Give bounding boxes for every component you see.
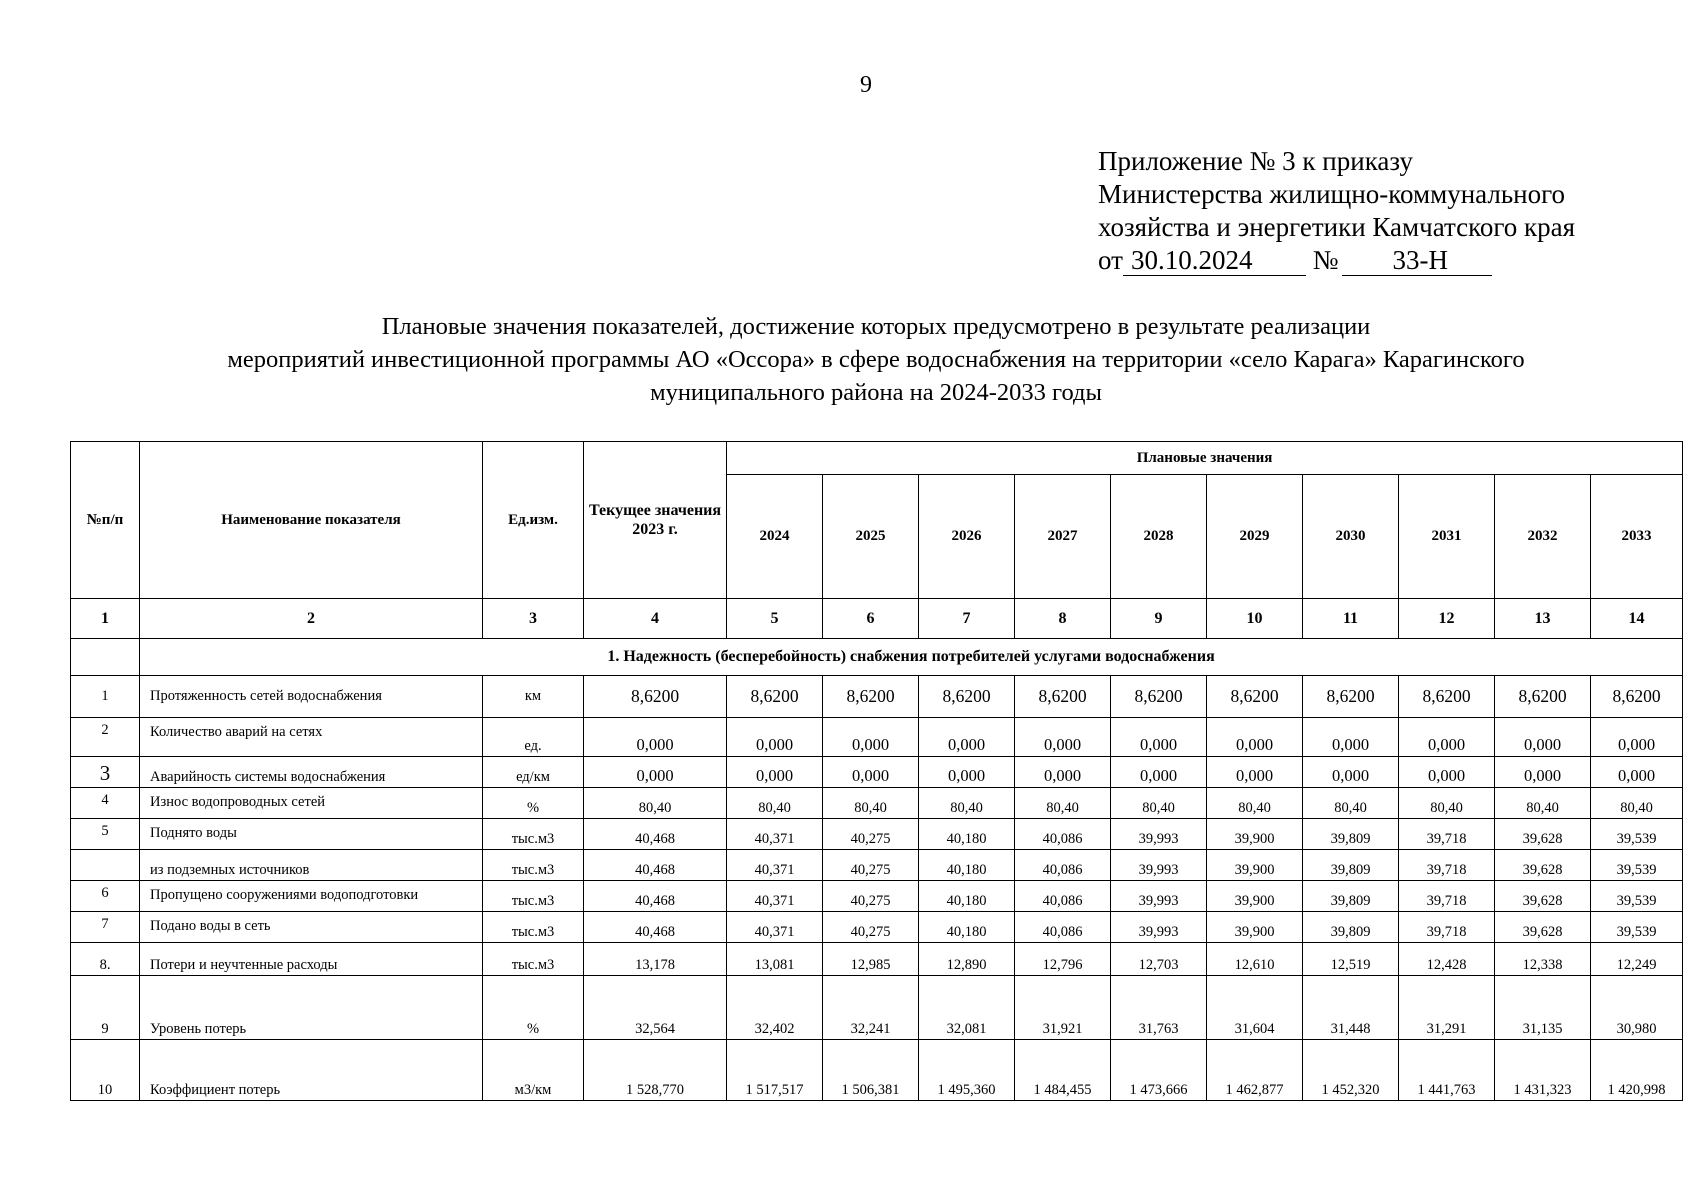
row-value: 0,000 xyxy=(584,757,727,788)
header-planned: Плановые значения xyxy=(727,442,1683,475)
row-value: 40,180 xyxy=(919,850,1015,881)
row-index: 3 xyxy=(71,757,140,788)
row-value: 0,000 xyxy=(1207,757,1303,788)
row-value: 0,000 xyxy=(1015,757,1111,788)
page-number: 9 xyxy=(860,72,872,98)
row-value: 30,980 xyxy=(1591,976,1683,1040)
row-index: 4 xyxy=(71,788,140,819)
row-value: 80,40 xyxy=(1111,788,1207,819)
row-value: 8,6200 xyxy=(1015,676,1111,718)
row-value: 31,604 xyxy=(1207,976,1303,1040)
row-unit: тыс.м3 xyxy=(483,881,584,912)
appendix-line: Приложение № 3 к приказу xyxy=(1098,146,1413,176)
row-name: Подано воды в сеть xyxy=(140,912,483,943)
header-year: 2032 xyxy=(1495,475,1591,599)
column-number: 6 xyxy=(823,599,919,639)
table-row xyxy=(71,976,1683,1040)
row-unit: ед. xyxy=(483,718,584,757)
row-value: 12,890 xyxy=(919,943,1015,976)
row-unit: км xyxy=(483,676,584,718)
row-value: 39,718 xyxy=(1399,819,1495,850)
row-value: 12,985 xyxy=(823,943,919,976)
row-value: 32,402 xyxy=(727,976,823,1040)
row-value: 0,000 xyxy=(919,718,1015,757)
row-name: Коэффициент потерь xyxy=(140,1040,483,1101)
order-date-line xyxy=(1098,244,1575,277)
row-value: 80,40 xyxy=(1207,788,1303,819)
row-value: 39,718 xyxy=(1399,912,1495,943)
row-value: 0,000 xyxy=(823,757,919,788)
row-name: из подземных источников xyxy=(140,850,483,881)
row-index: 8. xyxy=(71,943,140,976)
row-value: 39,539 xyxy=(1591,912,1683,943)
row-value: 8,6200 xyxy=(823,676,919,718)
row-value: 1 473,666 xyxy=(1111,1040,1207,1101)
table-row xyxy=(71,1040,1683,1101)
row-name: Потери и неучтенные расходы xyxy=(140,943,483,976)
row-value: 39,900 xyxy=(1207,912,1303,943)
header-name: Наименование показателя xyxy=(140,442,483,599)
row-value: 8,6200 xyxy=(1591,676,1683,718)
row-value: 39,993 xyxy=(1111,819,1207,850)
row-index: 7 xyxy=(71,912,140,943)
row-value: 1 420,998 xyxy=(1591,1040,1683,1101)
header-year: 2030 xyxy=(1303,475,1399,599)
row-value: 8,6200 xyxy=(1303,676,1399,718)
section-blank-cell xyxy=(71,639,140,676)
row-value: 40,275 xyxy=(823,819,919,850)
header-year: 2025 xyxy=(823,475,919,599)
row-value: 40,371 xyxy=(727,819,823,850)
row-value: 8,6200 xyxy=(1111,676,1207,718)
row-value: 39,900 xyxy=(1207,881,1303,912)
row-value: 0,000 xyxy=(1495,757,1591,788)
table-body xyxy=(71,676,1683,1101)
row-value: 39,539 xyxy=(1591,881,1683,912)
row-unit: м3/км xyxy=(483,1040,584,1101)
row-value: 80,40 xyxy=(727,788,823,819)
row-value: 0,000 xyxy=(1399,718,1495,757)
row-name: Протяженность сетей водоснабжения xyxy=(140,676,483,718)
row-value: 39,539 xyxy=(1591,819,1683,850)
row-value: 80,40 xyxy=(823,788,919,819)
column-number: 10 xyxy=(1207,599,1303,639)
row-value: 0,000 xyxy=(1303,718,1399,757)
row-value: 40,468 xyxy=(584,850,727,881)
table-row xyxy=(71,850,1683,881)
row-value: 31,763 xyxy=(1111,976,1207,1040)
row-index: 5 xyxy=(71,819,140,850)
row-value: 39,718 xyxy=(1399,850,1495,881)
column-number: 8 xyxy=(1015,599,1111,639)
row-value: 39,900 xyxy=(1207,819,1303,850)
row-index: 10 xyxy=(71,1040,140,1101)
row-value: 0,000 xyxy=(1495,718,1591,757)
row-value: 39,809 xyxy=(1303,912,1399,943)
row-value: 12,796 xyxy=(1015,943,1111,976)
header-current: Текущее значения 2023 г. xyxy=(584,442,727,599)
header-year: 2027 xyxy=(1015,475,1111,599)
row-value: 80,40 xyxy=(1303,788,1399,819)
row-value: 40,180 xyxy=(919,819,1015,850)
table-row xyxy=(71,912,1683,943)
row-value: 31,448 xyxy=(1303,976,1399,1040)
table-row xyxy=(71,757,1683,788)
row-value: 31,135 xyxy=(1495,976,1591,1040)
row-value: 1 462,877 xyxy=(1207,1040,1303,1101)
row-name: Износ водопроводных сетей xyxy=(140,788,483,819)
column-numbers-row xyxy=(71,599,1683,639)
row-value: 40,371 xyxy=(727,912,823,943)
column-number: 1 xyxy=(71,599,140,639)
row-index: 1 xyxy=(71,676,140,718)
row-name: Аварийность системы водоснабжения xyxy=(140,757,483,788)
row-value: 40,275 xyxy=(823,850,919,881)
row-value: 12,249 xyxy=(1591,943,1683,976)
row-value: 8,6200 xyxy=(727,676,823,718)
row-name: Уровень потерь xyxy=(140,976,483,1040)
row-value: 8,6200 xyxy=(584,676,727,718)
row-value: 80,40 xyxy=(1399,788,1495,819)
document-title xyxy=(70,310,1682,409)
row-value: 39,718 xyxy=(1399,881,1495,912)
row-value: 40,086 xyxy=(1015,912,1111,943)
header-index: №п/п xyxy=(71,442,140,599)
row-value: 39,993 xyxy=(1111,850,1207,881)
row-value: 1 441,763 xyxy=(1399,1040,1495,1101)
row-value: 1 452,320 xyxy=(1303,1040,1399,1101)
row-value: 80,40 xyxy=(919,788,1015,819)
section-title: 1. Надежность (бесперебойность) снабжения потребителей услугами водоснабжения xyxy=(140,639,1683,676)
row-unit: ед/км xyxy=(483,757,584,788)
row-value: 39,809 xyxy=(1303,881,1399,912)
row-value: 40,371 xyxy=(727,850,823,881)
column-number: 7 xyxy=(919,599,1015,639)
header-year: 2029 xyxy=(1207,475,1303,599)
table-row xyxy=(71,881,1683,912)
row-value: 8,6200 xyxy=(1495,676,1591,718)
table-row xyxy=(71,676,1683,718)
row-unit: % xyxy=(483,976,584,1040)
row-value: 32,241 xyxy=(823,976,919,1040)
column-number: 5 xyxy=(727,599,823,639)
row-value: 80,40 xyxy=(1591,788,1683,819)
column-number: 2 xyxy=(140,599,483,639)
appendix-line: хозяйства и энергетики Камчатского края xyxy=(1098,212,1576,242)
column-number: 11 xyxy=(1303,599,1399,639)
row-unit: тыс.м3 xyxy=(483,943,584,976)
row-value: 39,628 xyxy=(1495,912,1591,943)
row-value: 80,40 xyxy=(1495,788,1591,819)
row-value: 39,628 xyxy=(1495,881,1591,912)
indicators-table xyxy=(70,441,1683,1101)
row-index: 2 xyxy=(71,718,140,757)
row-value: 0,000 xyxy=(919,757,1015,788)
header-unit: Ед.изм. xyxy=(483,442,584,599)
row-index xyxy=(71,850,140,881)
table-row xyxy=(71,788,1683,819)
row-value: 0,000 xyxy=(584,718,727,757)
number-prefix: № xyxy=(1312,245,1339,275)
row-value: 0,000 xyxy=(1399,757,1495,788)
title-line: мероприятий инвестиционной программы АО «Оссора» в сфере водоснабжения на территории «село Карага» Карагинского xyxy=(227,346,1525,373)
date-prefix: от xyxy=(1098,245,1123,275)
row-value: 40,180 xyxy=(919,881,1015,912)
row-value: 8,6200 xyxy=(919,676,1015,718)
header-year: 2028 xyxy=(1111,475,1207,599)
row-value: 40,180 xyxy=(919,912,1015,943)
row-name: Пропущено сооружениями водоподготовки xyxy=(140,881,483,912)
row-value: 40,086 xyxy=(1015,881,1111,912)
row-value: 31,921 xyxy=(1015,976,1111,1040)
row-value: 1 528,770 xyxy=(584,1040,727,1101)
row-value: 0,000 xyxy=(1207,718,1303,757)
row-value: 12,338 xyxy=(1495,943,1591,976)
row-value: 12,703 xyxy=(1111,943,1207,976)
row-value: 1 484,455 xyxy=(1015,1040,1111,1101)
order-date: 30.10.2024 xyxy=(1123,245,1306,276)
row-value: 0,000 xyxy=(1591,757,1683,788)
row-value: 1 506,381 xyxy=(823,1040,919,1101)
column-number: 9 xyxy=(1111,599,1207,639)
section-row xyxy=(71,639,1683,676)
header-year: 2031 xyxy=(1399,475,1495,599)
row-value: 39,628 xyxy=(1495,850,1591,881)
row-value: 32,564 xyxy=(584,976,727,1040)
row-value: 80,40 xyxy=(584,788,727,819)
row-value: 1 431,323 xyxy=(1495,1040,1591,1101)
row-value: 12,519 xyxy=(1303,943,1399,976)
row-value: 13,081 xyxy=(727,943,823,976)
table-row xyxy=(71,943,1683,976)
row-value: 13,178 xyxy=(584,943,727,976)
row-unit: тыс.м3 xyxy=(483,850,584,881)
row-value: 80,40 xyxy=(1015,788,1111,819)
row-index: 9 xyxy=(71,976,140,1040)
header-year: 2033 xyxy=(1591,475,1683,599)
table-row xyxy=(71,819,1683,850)
row-value: 39,993 xyxy=(1111,881,1207,912)
row-value: 0,000 xyxy=(1015,718,1111,757)
row-name: Количество аварий на сетях xyxy=(140,718,483,757)
row-value: 12,428 xyxy=(1399,943,1495,976)
column-number: 13 xyxy=(1495,599,1591,639)
header-year: 2026 xyxy=(919,475,1015,599)
row-value: 0,000 xyxy=(1303,757,1399,788)
table-row xyxy=(71,718,1683,757)
row-index: 6 xyxy=(71,881,140,912)
title-line: Плановые значения показателей, достижение которых предусмотрено в результате реализации xyxy=(381,313,1371,340)
column-number: 4 xyxy=(584,599,727,639)
row-value: 8,6200 xyxy=(1207,676,1303,718)
row-value: 0,000 xyxy=(727,757,823,788)
row-value: 39,809 xyxy=(1303,850,1399,881)
row-value: 39,993 xyxy=(1111,912,1207,943)
row-unit: тыс.м3 xyxy=(483,912,584,943)
row-value: 39,628 xyxy=(1495,819,1591,850)
header-year: 2024 xyxy=(727,475,823,599)
row-value: 12,610 xyxy=(1207,943,1303,976)
row-value: 0,000 xyxy=(1111,757,1207,788)
row-value: 39,900 xyxy=(1207,850,1303,881)
row-unit: тыс.м3 xyxy=(483,819,584,850)
row-value: 39,809 xyxy=(1303,819,1399,850)
column-number: 3 xyxy=(483,599,584,639)
row-value: 32,081 xyxy=(919,976,1015,1040)
column-number: 12 xyxy=(1399,599,1495,639)
row-value: 1 495,360 xyxy=(919,1040,1015,1101)
title-line: муниципального района на 2024-2033 годы xyxy=(650,379,1102,406)
row-value: 40,086 xyxy=(1015,850,1111,881)
appendix-block xyxy=(1098,145,1575,277)
row-value: 0,000 xyxy=(727,718,823,757)
row-value: 40,371 xyxy=(727,881,823,912)
row-value: 0,000 xyxy=(1111,718,1207,757)
row-value: 40,468 xyxy=(584,881,727,912)
header-row xyxy=(71,442,1683,475)
row-name: Поднято воды xyxy=(140,819,483,850)
row-value: 0,000 xyxy=(1591,718,1683,757)
order-number: 33-Н xyxy=(1342,245,1492,276)
row-value: 31,291 xyxy=(1399,976,1495,1040)
row-value: 0,000 xyxy=(823,718,919,757)
row-value: 40,275 xyxy=(823,912,919,943)
row-value: 40,086 xyxy=(1015,819,1111,850)
row-value: 40,468 xyxy=(584,819,727,850)
row-value: 8,6200 xyxy=(1399,676,1495,718)
row-value: 39,539 xyxy=(1591,850,1683,881)
row-value: 1 517,517 xyxy=(727,1040,823,1101)
row-value: 40,468 xyxy=(584,912,727,943)
appendix-line: Министерства жилищно-коммунального xyxy=(1098,179,1566,209)
row-unit: % xyxy=(483,788,584,819)
row-value: 40,275 xyxy=(823,881,919,912)
column-number: 14 xyxy=(1591,599,1683,639)
